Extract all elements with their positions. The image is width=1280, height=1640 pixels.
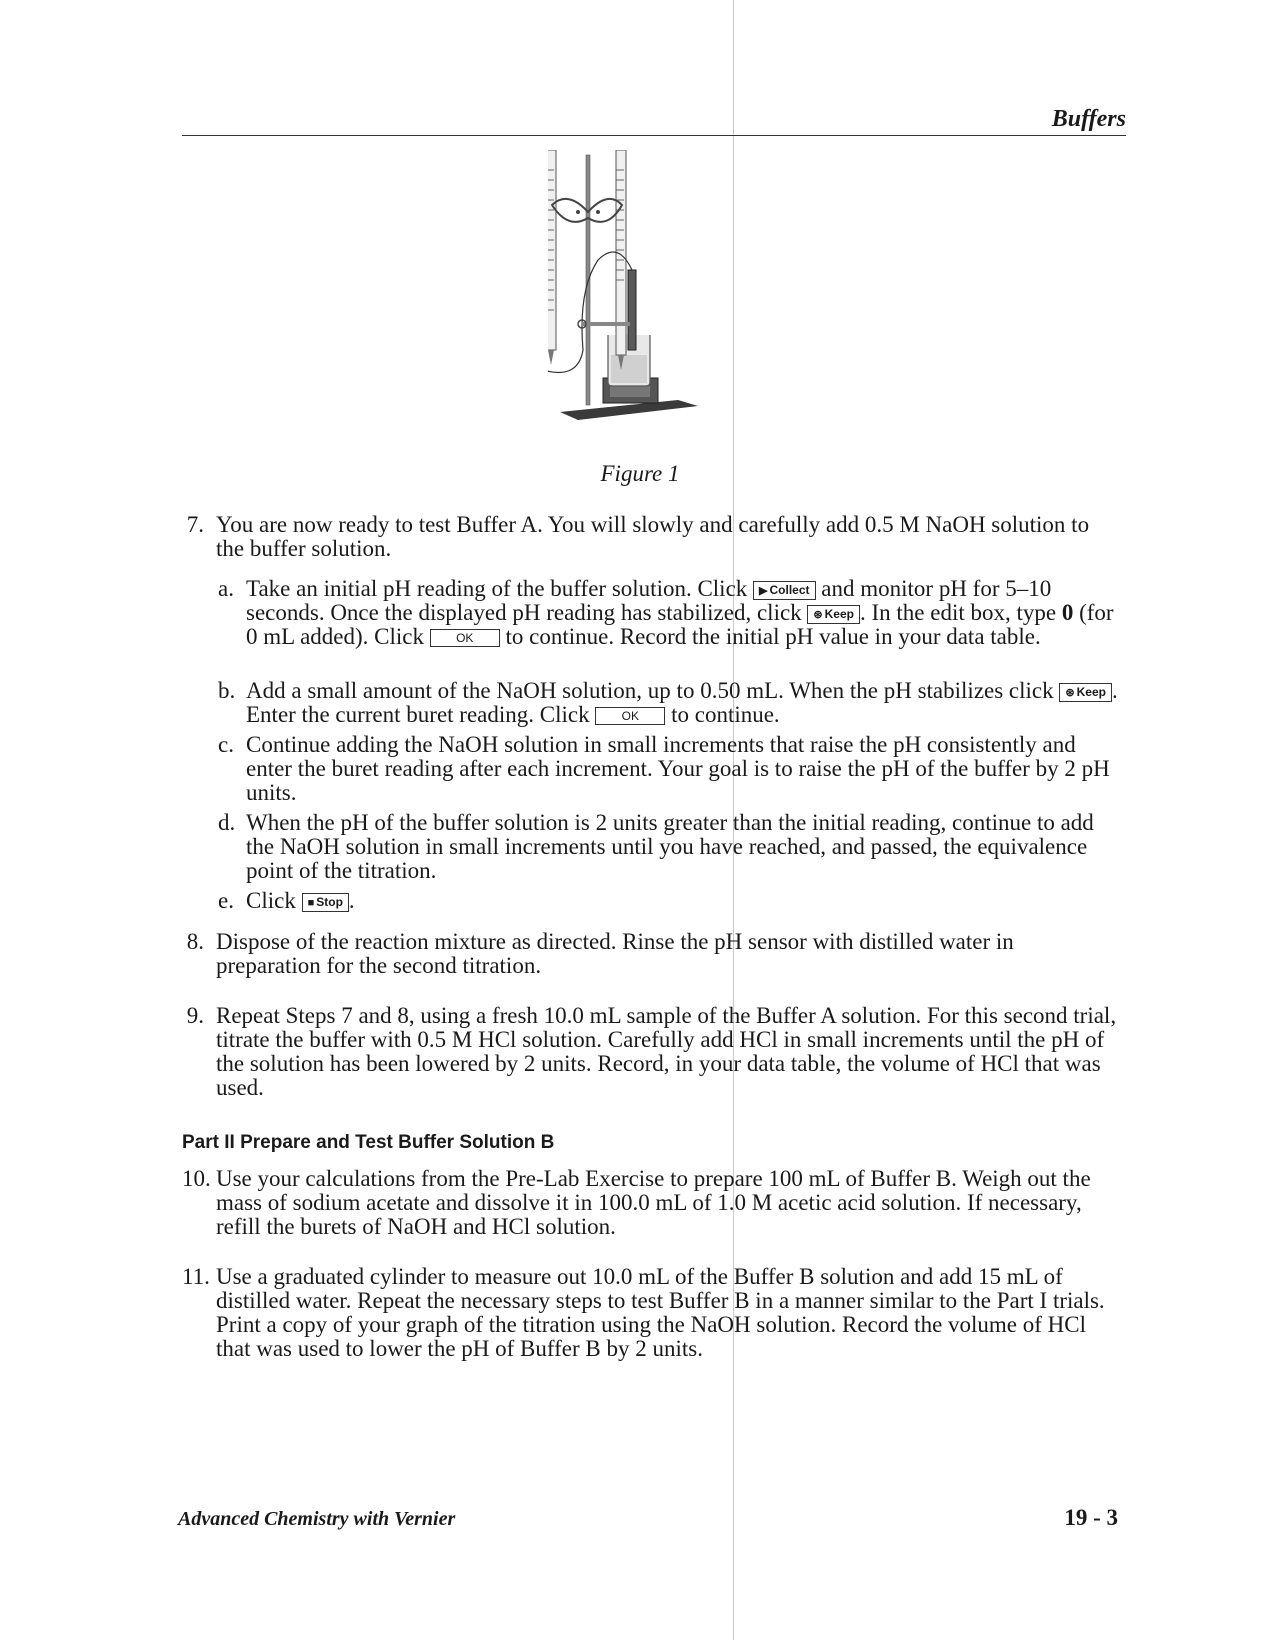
step-number: 8. [186,929,204,954]
step-10 [182,1167,1122,1239]
step-text: Repeat Steps 7 and 8, using a fresh 10.0 mL sample of the Buffer A solution. For this second trial, titrate the buffer with 0.5 M HCl solution. Carefully add HCl in small increments until the pH of the solution has been lowered by 2 units. Record, in your data table, the volume of HCl that was used. [216,1003,1117,1100]
stop-button[interactable]: ■ Stop [302,893,349,912]
ok-button[interactable]: OK [595,707,665,725]
sub-letter: c. [218,732,234,757]
play-icon: ▶ [759,585,768,597]
ok-button[interactable]: OK [430,629,500,647]
header-rule [182,135,1126,136]
step-number: 10. [182,1166,211,1191]
step-7c [218,733,1123,805]
step-8 [182,930,1122,978]
collect-button[interactable]: ▶ Collect [753,581,815,600]
sub-text: Take an initial pH reading of the buffer solution. Click ▶ Collect and monitor pH for 5–10 seconds. Once the displayed pH reading has stabilized, click ⊛ Keep . In the edit box, type 0 (for 0 mL added). Click OK to continue. Record the initial pH value in your data table. [246,576,1114,649]
keep-icon: ⊛ [813,609,823,621]
keep-button[interactable]: ⊛ Keep [1059,683,1112,702]
header-title: Buffers [1051,106,1126,132]
figure-caption: Figure 1 [600,461,680,486]
step-text: Dispose of the reaction mixture as directed. Rinse the pH sensor with distilled water in preparation for the second titration. [216,929,1014,978]
step-number: 11. [182,1264,210,1289]
titration-apparatus-figure [548,150,708,440]
sub-letter: e. [218,888,234,913]
keep-button[interactable]: ⊛ Keep [807,605,860,624]
step-text: You are now ready to test Buffer A. You will slowly and carefully add 0.5 M NaOH solution to the buffer solution. [216,512,1090,561]
footer-page-number: 19 - 3 [1064,1505,1118,1530]
sub-letter: d. [218,810,236,835]
sub-text: When the pH of the buffer solution is 2 units greater than the initial reading, continue to add the NaOH solution in small increments until you have reached, and passed, the equivalence point of the titration. [246,810,1094,883]
sub-text: Click ■ Stop . [246,888,355,913]
step-text: Use a graduated cylinder to measure out 10.0 mL of the Buffer B solution and add 15 mL of distilled water. Repeat the necessary steps to test Buffer B in a manner similar to the Part I trials. Print a copy of your graph of the titration using the NaOH solution. Record the volume of HCl that was used to lower the pH of Buffer B by 2 units. [216,1264,1105,1361]
ph-probe [628,270,636,350]
sub-letter: b. [218,678,236,703]
step-9 [182,1004,1122,1100]
step-7b [218,679,1123,727]
sub-text: Add a small amount of the NaOH solution, up to 0.50 mL. When the pH stabilizes click ⊛ Keep . Enter the current buret reading. Click OK to continue. [246,678,1118,727]
keep-icon: ⊛ [1065,687,1075,699]
step-number: 7. [186,512,204,537]
step-7d [218,811,1123,883]
step-text: Use your calculations from the Pre-Lab Exercise to prepare 100 mL of Buffer B. Weigh out the mass of sodium acetate and dissolve it in 100.0 mL of 1.0 M acetic acid solution. If necessary, refill the burets of NaOH and HCl solution. [216,1166,1091,1239]
step-7 [182,513,1122,561]
step-11 [182,1265,1122,1361]
sub-letter: a. [218,576,234,601]
sub-text: Continue adding the NaOH solution in small increments that raise the pH consistently and enter the buret reading after each increment. Your goal is to raise the pH of the buffer by 2 pH units. [246,732,1110,805]
footer-book-title: Advanced Chemistry with Vernier [178,1508,456,1530]
stop-icon: ■ [307,897,315,909]
step-number: 9. [186,1003,204,1028]
step-7a [218,577,1123,649]
part-ii-heading: Part II Prepare and Test Buffer Solution B [182,1132,555,1153]
step-7e [218,889,1123,913]
